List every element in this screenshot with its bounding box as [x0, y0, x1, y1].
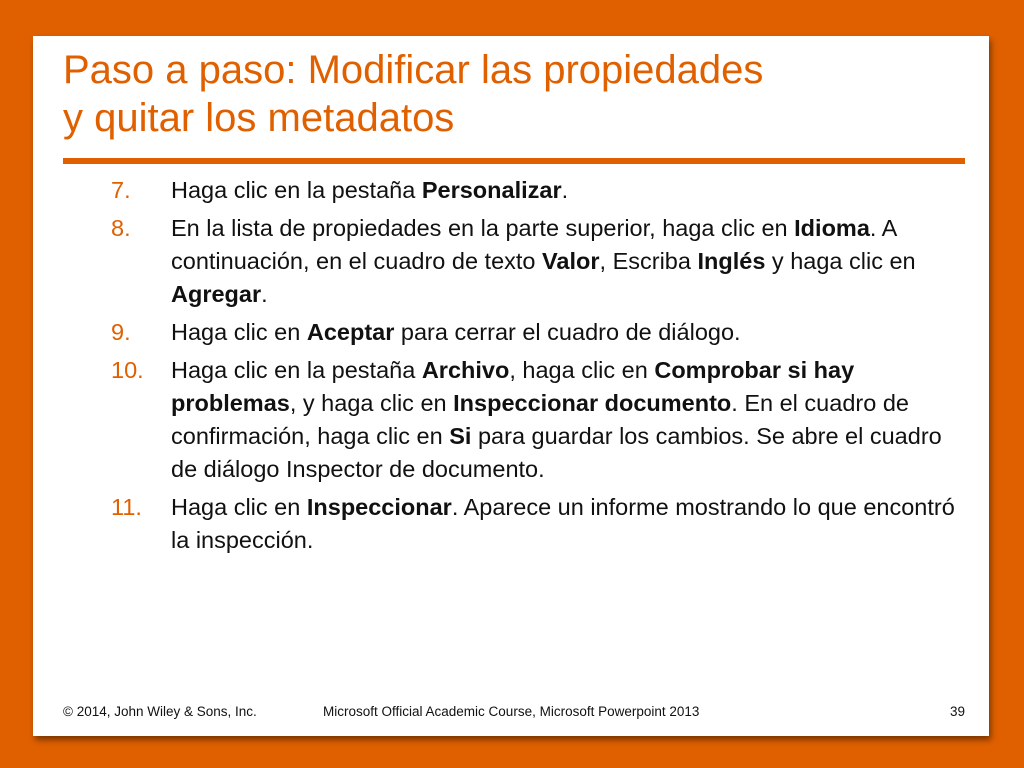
step-text: . — [561, 177, 569, 203]
step-text: , haga clic en — [509, 357, 655, 383]
step-bold-term: Agregar — [171, 281, 262, 307]
step-number: 10. — [111, 357, 144, 383]
footer-course: Microsoft Official Academic Course, Microsoft Powerpoint 2013 — [323, 704, 700, 719]
step-text: Haga clic en la pestaña — [171, 357, 422, 383]
slide-footer — [33, 704, 989, 724]
step-number: 11. — [111, 494, 142, 520]
title-divider — [63, 158, 965, 164]
step-number: 9. — [111, 319, 131, 345]
step-bold-term: Comprobar si hay problemas — [171, 357, 855, 416]
step-item — [111, 491, 961, 557]
step-text: , Escriba — [599, 248, 698, 274]
step-text: y haga clic en — [765, 248, 916, 274]
page-number: 39 — [949, 704, 965, 719]
step-text: En la lista de propiedades en la parte superior, haga clic en — [171, 215, 795, 241]
step-bold-term: Archivo — [421, 357, 510, 383]
step-bold-term: Si — [449, 423, 472, 449]
step-text: para cerrar el cuadro de diálogo. — [394, 319, 741, 345]
step-item — [111, 212, 961, 311]
step-text: Haga clic en — [171, 319, 307, 345]
steps-list — [111, 174, 961, 562]
step-item — [111, 316, 961, 349]
step-bold-term: Inspeccionar documento — [453, 390, 732, 416]
step-bold-term: Inglés — [697, 248, 766, 274]
step-text: , y haga clic en — [289, 390, 454, 416]
step-text: . Aparece un informe mostrando lo que encontró la inspección. — [171, 494, 955, 553]
step-number: 7. — [111, 177, 131, 203]
slide-title-line-2: y quitar los metadatos — [63, 96, 455, 140]
slide-title — [63, 46, 943, 142]
step-text: Haga clic en la pestaña — [171, 177, 422, 203]
step-item — [111, 354, 961, 486]
step-text: Haga clic en — [171, 494, 307, 520]
step-bold-term: Personalizar — [421, 177, 562, 203]
step-text: . En el cuadro de confirmación, haga clic en — [171, 390, 909, 449]
step-item — [111, 174, 961, 207]
footer-copyright: © 2014, John Wiley & Sons, Inc. — [63, 704, 257, 719]
step-number: 8. — [111, 215, 131, 241]
slide — [33, 36, 989, 736]
step-bold-term: Valor — [542, 248, 600, 274]
step-text: . A continuación, en el cuadro de texto — [171, 215, 897, 274]
step-bold-term: Aceptar — [306, 319, 395, 345]
step-text: para guardar los cambios. Se abre el cuadro de diálogo Inspector de documento. — [171, 423, 942, 482]
step-text: . — [261, 281, 268, 307]
step-bold-term: Idioma — [794, 215, 870, 241]
step-bold-term: Inspeccionar — [306, 494, 452, 520]
slide-title-line-1: Paso a paso: Modificar las propiedades — [63, 48, 764, 92]
